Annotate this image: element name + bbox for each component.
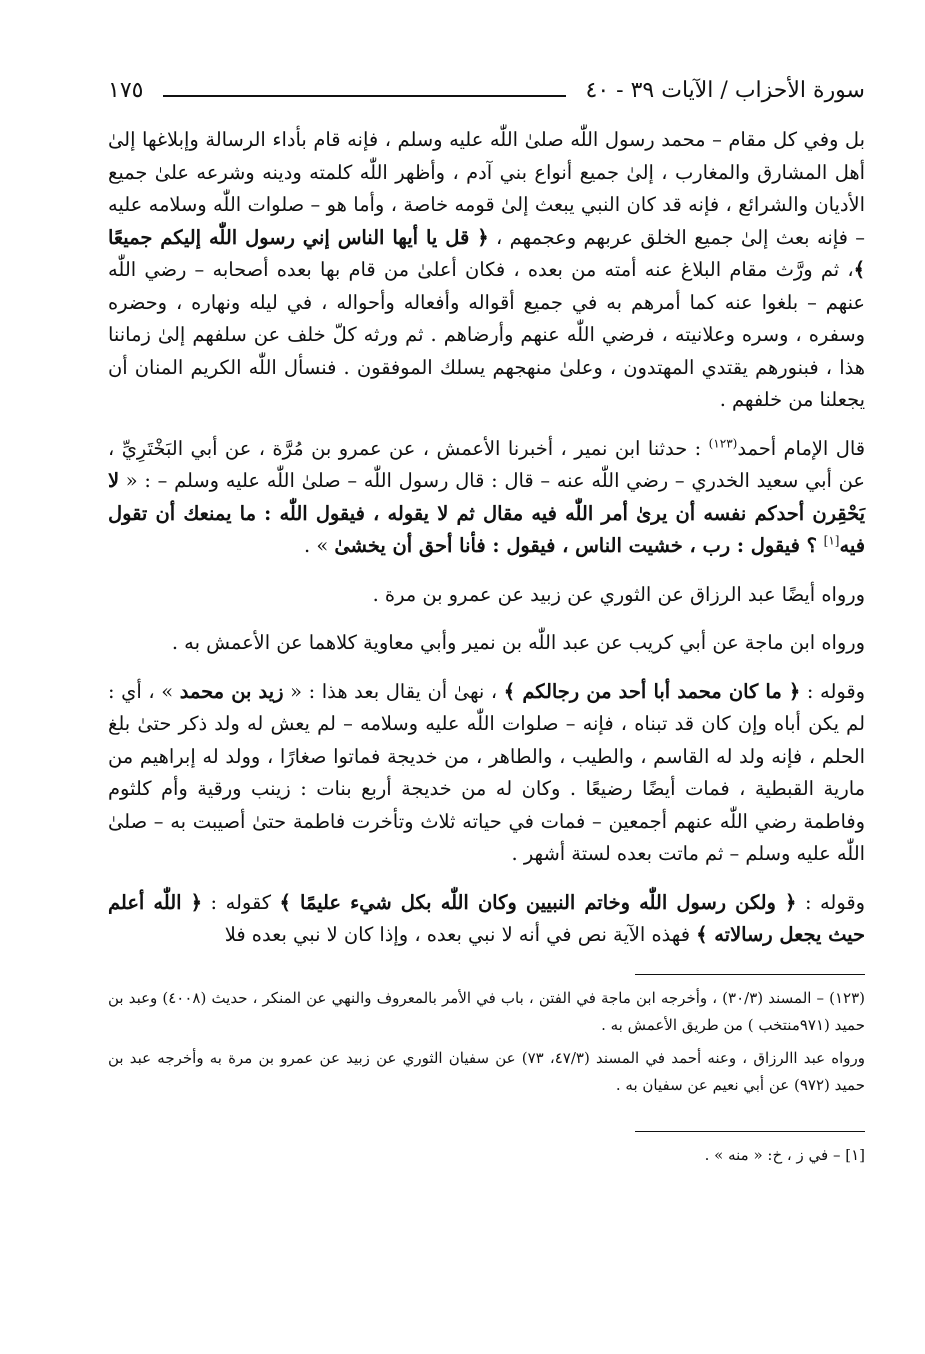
text: » ، أي : لم يكن أباه وإن كان قد تبناه ، فإنه – صلوات اللّٰه عليه وسلامه – لم يعش له ولد ذكر حتىٰ بلغ الحلم ، فإنه ولد له القاسم ، والطيب ، والطاهر ، من خديجة فماتوا صغارًا ، وولد له إبراهيم من مارية القبطية ، فمات أيضًا رضيعًا . وكان له من خديجة أربع بنات : زينب ورقية وأم كلثوم وفاطمة رضي اللّٰه عنهم أجمعين – فمات في حياته ثلاث وتأخرت فاطمة حتىٰ أصيبت به – صلىٰ اللّٰه عليه وسلم – ثم ماتت بعده لستة أشهر . [108, 679, 865, 865]
footnote-123: (١٢٣) – المسند (٣٠/٣) ، وأخرجه ابن ماجة في الفتن ، باب في الأمر بالمعروف والنهي عن المنكر ، حديث (٤٠٠٨) وعبد بن حميد (٩٧١منتخب ) من طريق الأعمش به . [108, 988, 866, 1034]
text: وقوله : [796, 890, 865, 914]
text: ، نهىٰ أن يقال بعد هذا : « [283, 679, 504, 703]
text: : حدثنا ابن نمير ، أخبرنا الأعمش ، عن عمرو بن مُرَّة ، عن أبي البَخْتَرِيِّ ، عن أبي سعيد الخدري – رضي اللّٰه عنه – قال : قال رسول اللّٰه – صلىٰ اللّٰه عليه وسلم – : « [108, 436, 865, 492]
footnote-123-continued: ورواه عبد االرزاق ، وعنه أحمد في المسند (٤٧/٣، ٧٣) عن سفيان الثوري عن زبيد عن عمرو بن مرة به وأخرجه عبد بن حميد (٩٧٢) عن أبي نعيم عن سفيان به . [108, 1048, 865, 1094]
paragraph-4: ورواه ابن ماجة عن أبي كريب عن عبد اللّٰه بن نمير وأبي معاوية كلاهما عن الأعمش به . [171, 631, 865, 654]
paragraph-5 [108, 676, 865, 871]
quran-verse: ﴿ ولكن رسول اللّٰه وخاتم النبيين وكان اللّٰه بكل شيء عليمًا ﴾ [279, 890, 797, 914]
footnote-divider [635, 974, 865, 975]
surah-title: سورة الأحزاب / الآيات ٣٩ - ٤٠ [585, 77, 865, 103]
main-text [108, 124, 865, 952]
bold-phrase: زيد بن محمد [179, 679, 284, 703]
quran-verse: ﴿ قل يا أيها الناس إني رسول اللّٰه إليكم جميعًا ﴾ [108, 225, 865, 281]
page-number: ١٧٥ [108, 77, 144, 103]
text: فهذه الآية نص في أنه لا نبي بعده ، وإذا كان لا نبي بعده فلا [224, 923, 697, 946]
hadith-text: ؟ فيقول : رب ، خشيت الناس ، فيقول : فأنا أحق أن يخشىٰ [334, 534, 824, 557]
header-rule [163, 95, 565, 97]
hadith-text: لا يَحْقِرن أحدكم نفسه أن يرىٰ أمر اللّٰه فيه مقال ثم لا يقوله ، فيقول اللّٰه : ما يمنعك أن تقول فيه [108, 469, 865, 557]
quran-verse: ﴿ ما كان محمد أبا أحد من رجالكم ﴾ [503, 679, 801, 703]
text: بل وفي كل مقام – محمد رسول اللّٰه صلىٰ اللّٰه عليه وسلم ، فإنه قام بأداء الرسالة وإبلاغها إلىٰ أهل المشارق والمغارب ، إلىٰ جميع أنواع بني آدم ، وأظهر اللّٰه كلمته ودينه وشرعه علىٰ جميع الأديان والشرائع ، فإنه قد كان النبي يبعث إلىٰ قومه خاصة ، وأما هو – صلوات اللّٰه وسلامه عليه – فإنه بعث إلىٰ جميع الخلق عربهم وعجمهم ، [108, 128, 866, 249]
footnote-divider [635, 1131, 865, 1132]
paragraph-6 [108, 887, 865, 952]
text: » . [304, 534, 335, 557]
book-page [108, 72, 865, 1175]
text: قال الإمام أحمد [737, 436, 865, 460]
paragraph-1 [108, 124, 865, 417]
paragraph-3: ورواه أيضًا عبد الرزاق عن الثوري عن زبيد عن عمرو بن مرة . [372, 582, 865, 606]
footnote-1: [١] – في ز ، خ: « منه » . [704, 1145, 865, 1164]
footnote-ref: [١] [823, 533, 840, 548]
footnote-ref: (١٢٣) [708, 436, 738, 451]
quran-verse: ﴿ اللّٰه أعلم حيث يجعل رسالاته ﴾ [108, 890, 865, 946]
text: كقوله : [202, 890, 280, 914]
running-header [108, 72, 865, 108]
text: وقوله : [800, 679, 866, 703]
text: ، ثم ورَّث مقام البلاغ عنه أمته من بعده ، فكان أعلىٰ من قام بها بعده أصحابه – رضي اللّٰه عنهم – بلغوا عنه كما أمرهم به في جميع أقواله وأفعاله وأحواله ، في ليله ونهاره ، وحضره وسفره ، وسره وعلانيته ، فرضي اللّٰه عنهم وأرضاهم . ثم ورثه كلّ خلف عن سلفهم إلىٰ زماننا هذا ، فبنورهم يقتدي المهتدون ، وعلىٰ منهجهم يسلك الموفقون . فنسأل اللّٰه الكريم المنان أن يجعلنا من خلفهم . [108, 258, 865, 411]
paragraph-2 [108, 433, 865, 563]
